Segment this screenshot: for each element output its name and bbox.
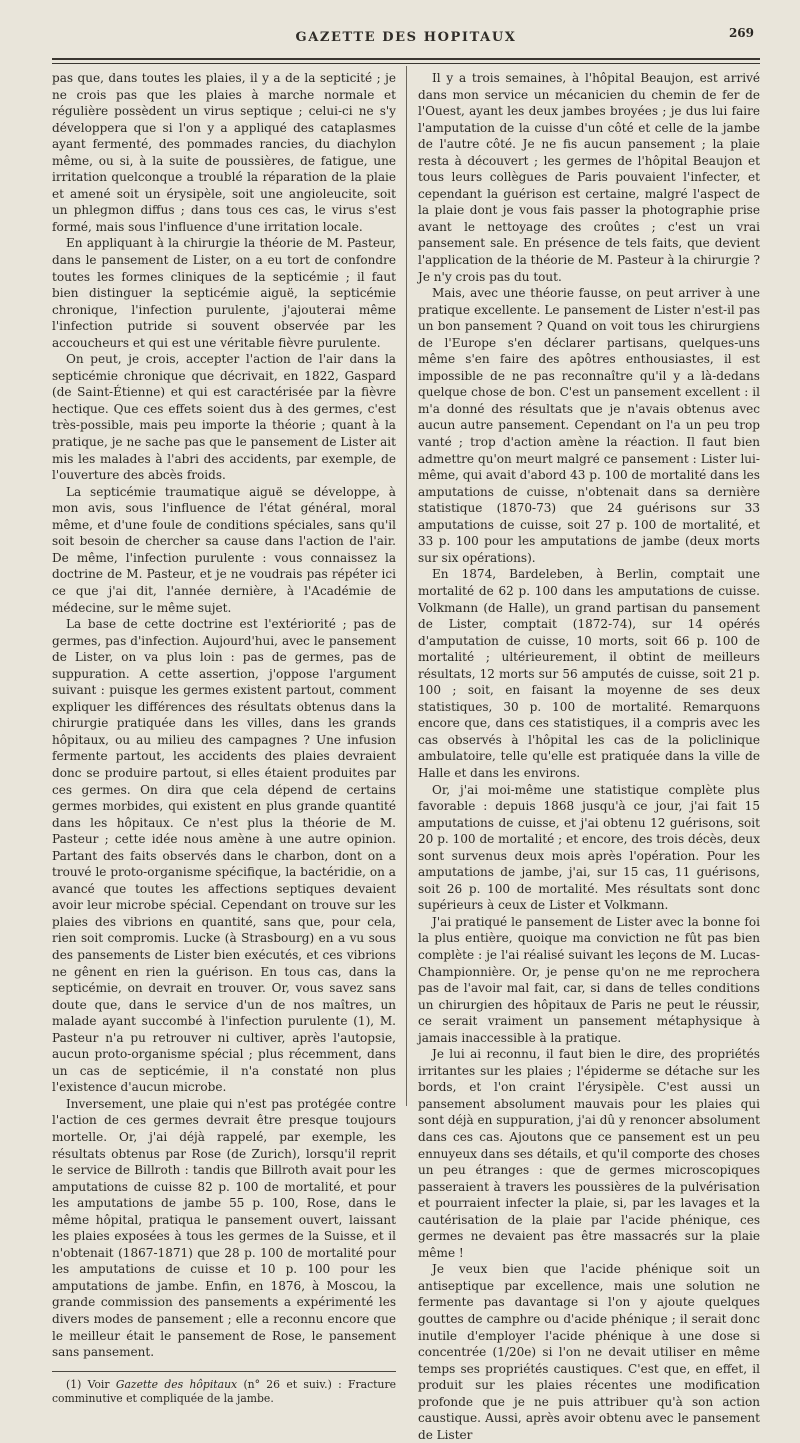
paragraph: En appliquant à la chirurgie la théorie de M. Pasteur, dans le pansement de Lister, on a eu tort de confondre toutes les formes cliniques de la septicémie ; il faut bien distinguer la septicémie aiguë, la septicémie chronique, l'infection purulente, j'ajouterai même l'infection putride si souvent observée par les accoucheurs et qui est une véritable fièvre purulente. [52,236,396,350]
footnote-text: (n° 26 et suiv.) : Fracture comminutive et compliquée de la jambe. [52,1377,396,1405]
journal-title: GAZETTE DES HOPITAUX [295,30,517,45]
footnote [52,1378,396,1406]
left-column [52,70,396,1406]
paragraph: pas que, dans toutes les plaies, il y a de la septicité ; je ne crois pas que les plaies à marche normale et régulière possèdent un virus septique ; celui-ci ne s'y développera que si l'on y a appliqué des cataplasmes ayant fermenté, des pommades rancies, du diachylon même, ou si, à la suite de poussières, de fatigue, une irritation quelconque a troublé la réparation de la plaie et amené soit un érysipèle, soit une angioleucite, soit un phlegmon diffus ; dans tous ces cas, le virus s'est formé, mais sous l'influence d'une irritation locale. [52,71,396,234]
paragraph: Je veux bien que l'acide phénique soit un antiseptique par excellence, mais une solution ne fermente pas davantage si l'on y ajoute quelques gouttes de camphre ou d'acide phénique ; il serait donc inutile d'employer l'acide phénique à une dose si concentrée (1/20e) si l'on ne devait utiliser en même temps ses propriétés caustiques. C'est que, en effet, il produit sur les plaies récentes une modification profonde que je ne puis attribuer qu'à son action caustique. Aussi, après avoir obtenu avec le pansement de Lister [418,1262,760,1442]
paragraph: Or, j'ai moi-même une statistique complète plus favorable : depuis 1868 jusqu'à ce jour, j'ai fait 15 amputations de cuisse, et j'ai obtenu 12 guérisons, soit 20 p. 100 de mortalité ; et encore, des trois décès, deux sont survenus deux mois après l'opération. Pour les amputations de jambe, j'ai, sur 15 cas, 11 guérisons, soit 26 p. 100 de mortalité. Mes résultats sont donc supérieurs à ceux de Lister et Volkmann. [418,782,760,913]
header-rule-thin [52,63,760,64]
column-divider [406,66,407,1106]
page-header [52,26,760,62]
paragraph: J'ai pratiqué le pansement de Lister avec la bonne foi la plus entière, quoique ma conviction ne fût pas bien complète : je l'ai réalisé suivant les leçons de M. Lucas-Championnière. Or, je pense qu'on ne me reprochera pas de l'avoir mal fait, car, si dans de telles conditions un chirurgien des hôpitaux de Paris ne peut le réussir, ce serait vraiment un pansement métaphysique à jamais inaccessible à la pratique. [418,914,760,1045]
paragraph: En 1874, Bardeleben, à Berlin, comptait une mortalité de 62 p. 100 dans les amputations de cuisse. Volkmann (de Halle), un grand partisan du pansement de Lister, comptait (1872-74), sur 14 opérés d'amputation de cuisse, 10 morts, soit 66 p. 100 de mortalité ; ultérieurement, il obtint de meilleurs résultats, 12 morts sur 56 amputés de cuisse, soit 21 p. 100 ; soit, en faisant la moyenne de ses deux statistiques, 30 p. 100 de mortalité. Remarquons encore que, dans ces statistiques, il a compris avec les cas observés à l'hôpital les cas de la policlinique ambulatoire, telle qu'elle est pratiquée dans la ville de Halle et dans les environs. [418,567,760,780]
paragraph: Je lui ai reconnu, il faut bien le dire, des propriétés irritantes sur les plaies ; l'épiderme se détache sur les bords, et l'on craint l'érysipèle. C'est aussi un pansement absolument mauvais pour les plaies qui sont déjà en suppuration, j'ai dû y renoncer absolument dans ces cas. Ajoutons que ce pansement est un peu ennuyeux dans ses détails, et qu'il comporte des choses un peu étranges : que de germes microscopiques passeraient à travers les poussières de la pulvérisation et pourraient infecter la plaie, si, par les lavages et la cautérisation de la plaie par l'acide phénique, ces germes ne devaient pas être massacrés sur la plaie même ! [418,1047,760,1260]
right-column [418,70,760,1443]
paragraph: On peut, je crois, accepter l'action de l'air dans la septicémie chronique que décrivait, en 1822, Gaspard (de Saint-Étienne) et qui est caractérisée par la fièvre hectique. Que ces effets soient dus à des germes, c'est très-possible, mais peu importe la théorie ; quant à la pratique, je ne sache pas que le pansement de Lister ait mis les malades à l'abri des accidents, par exemple, de l'ouverture des abcès froids. [52,352,396,483]
footnote-prefix: (1) Voir [66,1377,110,1391]
paragraph: Inversement, une plaie qui n'est pas protégée contre l'action de ces germes devrait être presque toujours mortelle. Or, j'ai déjà rappelé, par exemple, les résultats obtenus par Rose (de Zurich), lorsqu'il reprit le service de Billroth : tandis que Billroth avait pour les amputations de cuisse 82 p. 100 de mortalité, et pour les amputations de jambe 55 p. 100, Rose, dans le même hôpital, pratiqua le pansement ouvert, laissant les plaies exposées à tous les germes de la Suisse, et il n'obtenait (1867-1871) que 28 p. 100 de mortalité pour les amputations de cuisse et 10 p. 100 pour les amputations de jambe. Enfin, en 1876, à Moscou, la grande commission des pansements a expérimenté les divers modes de pansement ; elle a reconnu encore que le meilleur était le pansement de Rose, le pansement sans pansement. [52,1096,396,1360]
paragraph: La base de cette doctrine est l'extériorité ; pas de germes, pas d'infection. Aujourd'hui, avec le pansement de Lister, on va plus loin : pas de germes, pas de suppuration. A cette assertion, j'oppose l'argument suivant : puisque les germes existent partout, comment expliquer les différences des résultats obtenus dans la chirurgie pratiquée dans les villes, dans les grands hôpitaux, ou au milieu des campagnes ? Une infusion fermente partout, les accidents des plaies devraient donc se produire partout, si elles étaient produites par ces germes. On dira que cela dépend de certains germes morbides, qui existent en plus grande quantité dans les hôpitaux. Ce n'est plus la théorie de M. Pasteur ; cette idée nous amène à une autre opinion. Partant des faits observés dans le charbon, dont on a trouvé le proto-organisme spécifique, la bactéridie, on a avancé que toutes les affections septiques devaient avoir leur microbe spécial. Cependant on trouve sur les plaies des vibrions en quantité, sans que, pour cela, rien soit compromis. Lucke (à Strasbourg) en a vu sous des pansements de Lister bien exécutés, et ces vibrions ne gênent en rien la guérison. En tous cas, dans la septicémie, on devrait en trouver. Or, vous savez sans doute que, dans le service d'un de nos maîtres, un malade ayant succombé à l'infection purulente (1), M. Pasteur n'a pu retrouver ni cultiver, après l'autopsie, aucun proto-organisme spécial ; plus récemment, dans un cas de septicémie, il n'a constaté non plus l'existence d'aucun microbe. [52,617,396,1095]
paragraph: Il y a trois semaines, à l'hôpital Beaujon, est arrivé dans mon service un mécanicien du chemin de fer de l'Ouest, ayant les deux jambes broyées ; je dus lui faire l'amputation de la cuisse d'un côté et celle de la jambe de l'autre côté. Je ne fis aucun pansement ; la plaie resta à découvert ; les germes de l'hôpital Beaujon et tous leurs collègues de Paris pouvaient l'infecter, et cependant la guérison est certaine, malgré l'aspect de la plaie dont je vous fais passer la photographie prise avant le nettoyage des croûtes ; c'est un vrai pansement sale. En présence de tels faits, que devient l'application de la théorie de M. Pasteur à la chirurgie ? Je n'y crois pas du tout. [418,71,760,284]
header-rule-thick [52,58,760,60]
footnote-journal: Gazette des hôpitaux [115,1377,238,1391]
footnote-rule [52,1371,396,1372]
paragraph: La septicémie traumatique aiguë se développe, à mon avis, sous l'influence de l'état général, moral même, et d'une foule de conditions spéciales, sans qu'il soit besoin de chercher sa cause dans l'action de l'air. De même, l'infection purulente : vous connaissez la doctrine de M. Pasteur, et je ne voudrais pas répéter ici ce que j'ai dit, l'année dernière, à l'Académie de médecine, sur le même sujet. [52,484,396,615]
paragraph: Mais, avec une théorie fausse, on peut arriver à une pratique excellente. Le pansement de Lister n'est-il pas un bon pansement ? Quand on voit tous les chirurgiens de l'Europe s'en déclarer partisans, quelques-uns même s'en faire des apôtres enthousiastes, il est impossible de ne pas reconnaître qu'il y a là-dedans quelque chose de bon. C'est un pansement excellent : il m'a donné des résultats que je n'avais obtenus avec aucun autre pansement. Cependant on l'a un peu trop vanté ; trop d'action amène la réaction. Il faut bien admettre qu'on meurt malgré ce pansement : Lister lui-même, qui avait d'abord 43 p. 100 de mortalité dans les amputations de cuisse, n'obtenait dans sa dernière statistique (1870-73) que 24 guérisons sur 33 amputations de cuisse, soit 27 p. 100 de mortalité, et 33 p. 100 pour les amputations de jambe (deux morts sur six opérations). [418,286,760,565]
page-number: 269 [728,26,754,40]
